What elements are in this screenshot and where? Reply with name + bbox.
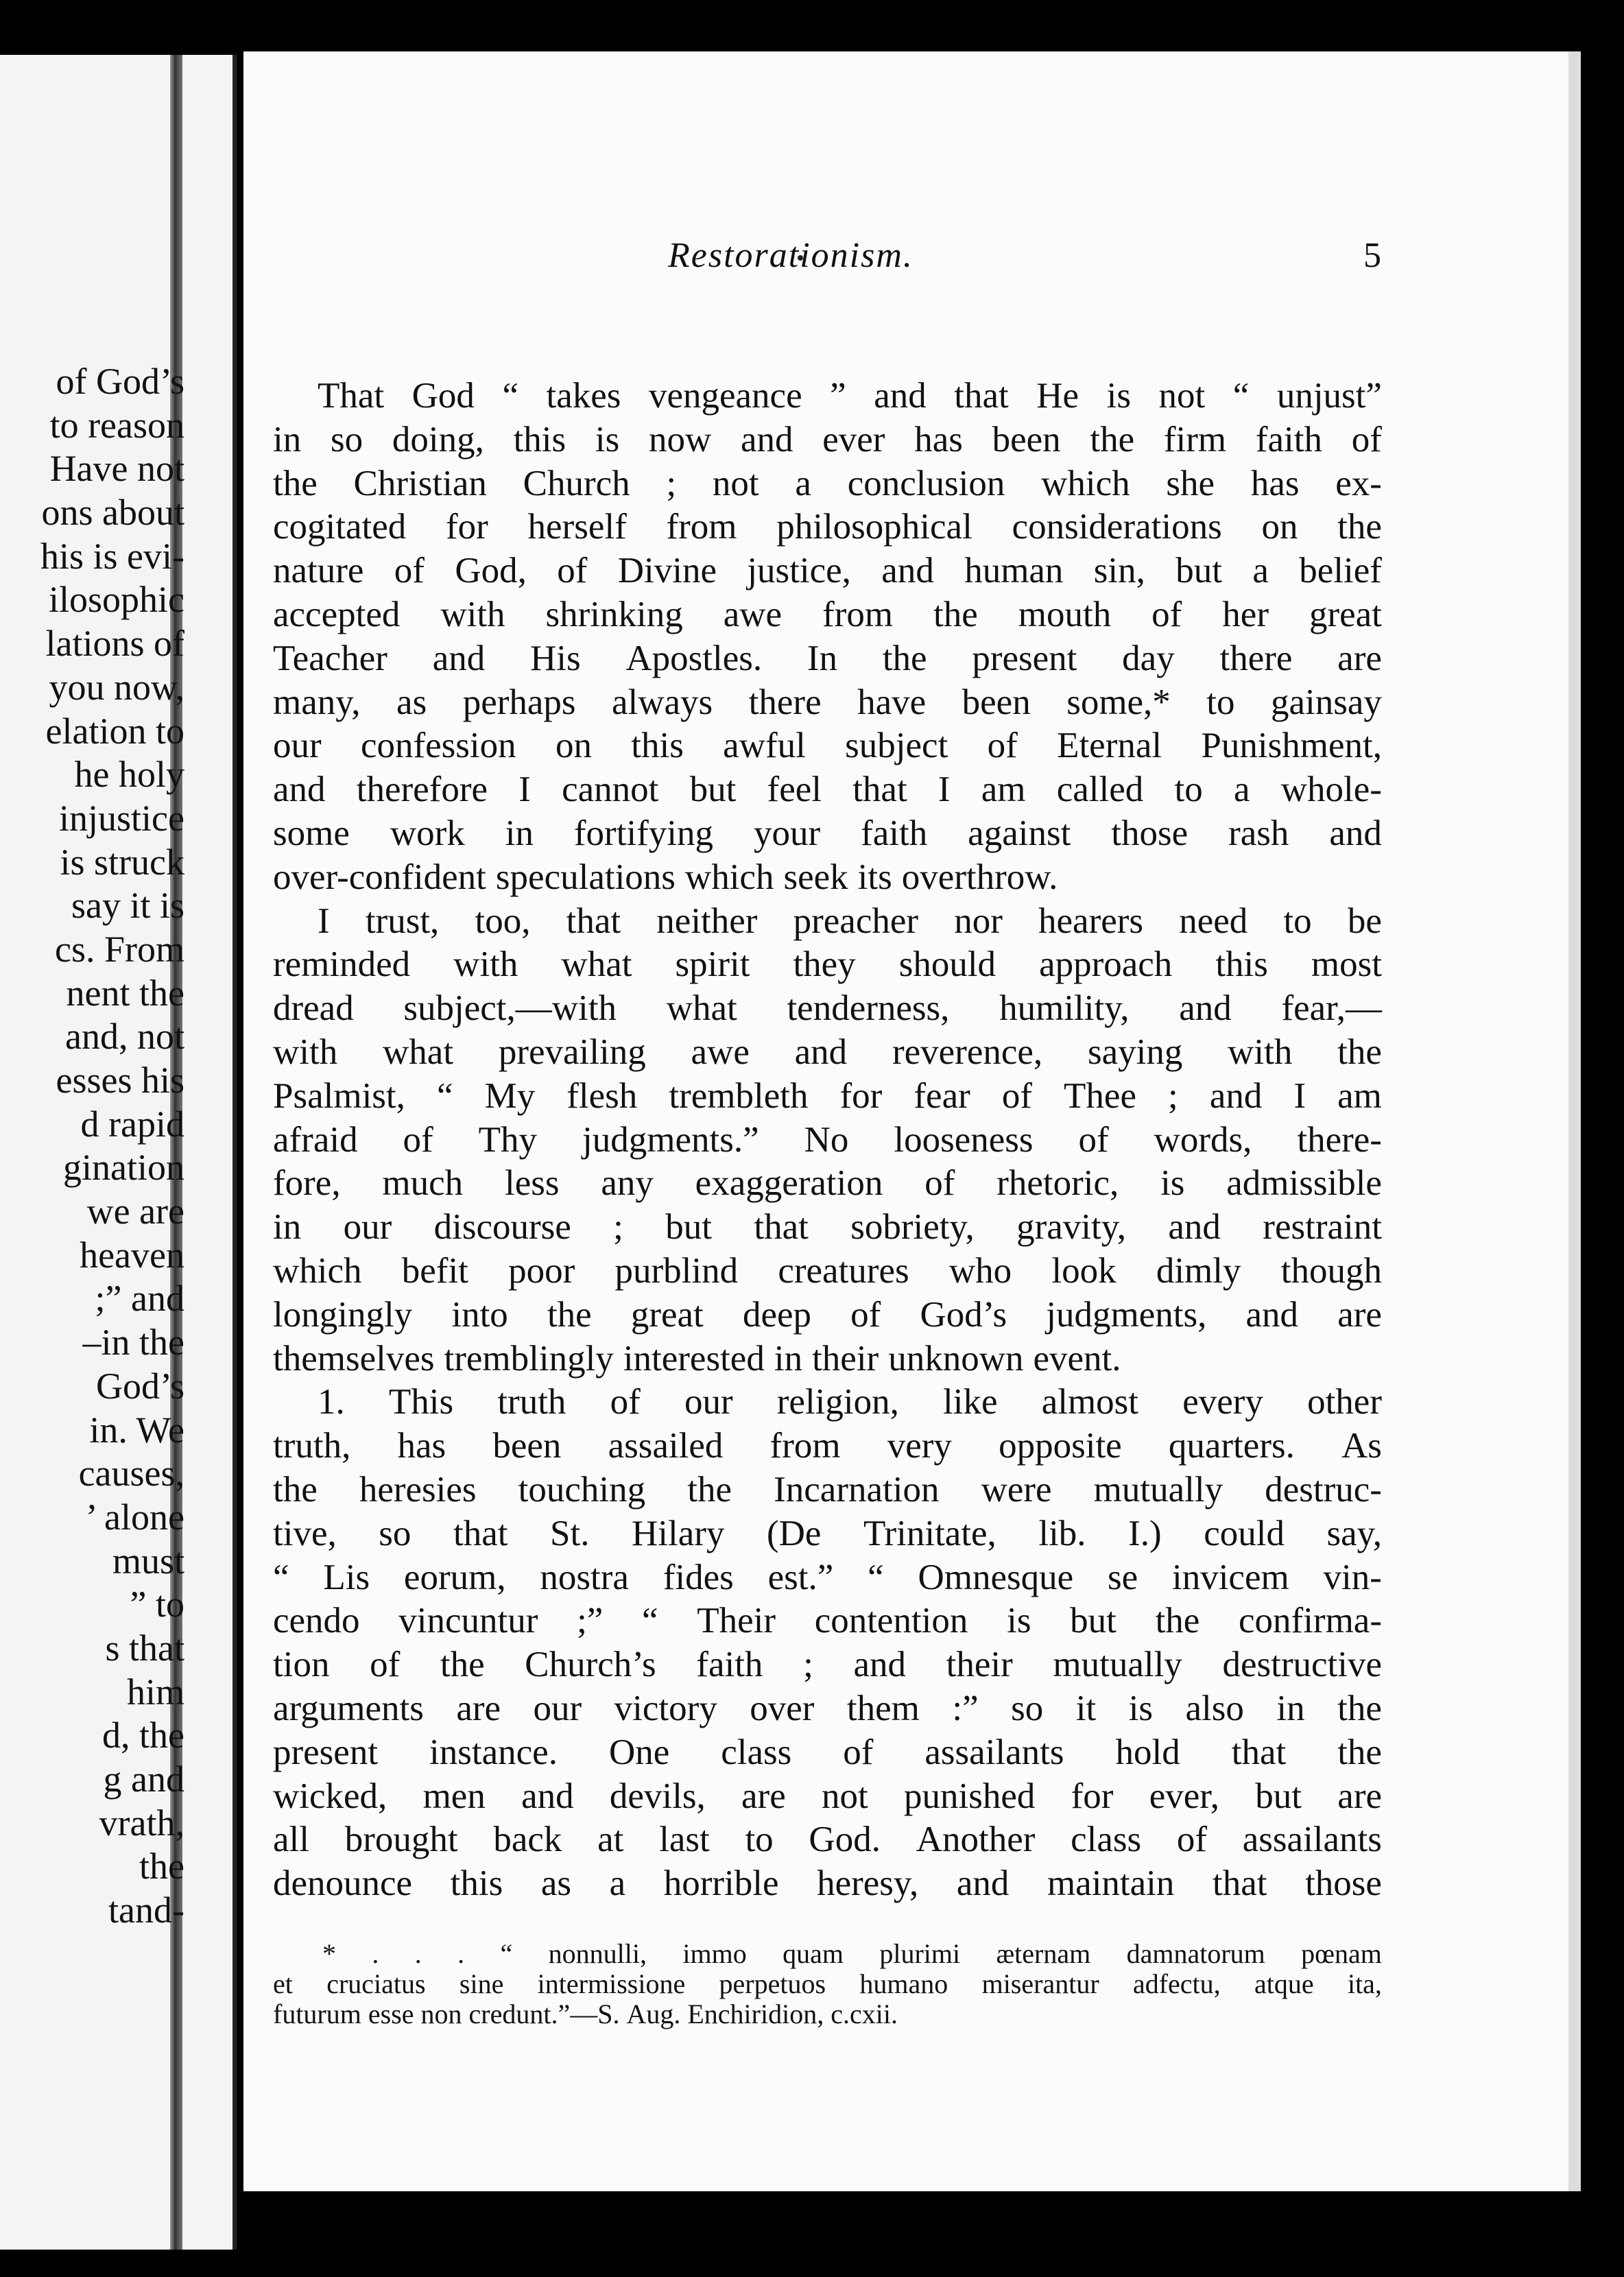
left-page-line: nent the	[66, 972, 184, 1014]
footnote-line: futurum esse non credunt.”—S. Aug. Enchiridion, c.cxii.	[273, 1999, 898, 2029]
body-line: dread subject,—with what tenderness, humility, and fear,—	[273, 988, 1382, 1029]
body-line: present instance. One class of assailants hold that the	[273, 1732, 1382, 1772]
body-line: arguments are our victory over them :” so it is also in the	[273, 1688, 1382, 1728]
footnote-line: et cruciatus sine intermissione perpetuos humano miserantur adfectu, atque ita,	[273, 1968, 1382, 1999]
left-page-line: ;” and	[95, 1278, 184, 1320]
body-line: accepted with shrinking awe from the mouth of her great	[273, 594, 1382, 634]
body-line: afraid of Thy judgments.” No looseness of words, there-	[273, 1119, 1382, 1160]
left-page	[0, 55, 237, 2250]
left-page-line: you now,	[49, 666, 184, 708]
left-page-line: of God’s	[56, 361, 184, 402]
body-line: all brought back at last to God. Another class of assailants	[273, 1820, 1382, 1860]
left-page-line: in. We	[89, 1409, 184, 1451]
body-line: Psalmist, “ My flesh trembleth for fear of Thee ; and I am	[273, 1075, 1382, 1116]
body-line: reminded with what spirit they should approach this most	[273, 944, 1382, 985]
left-page-line: is struck	[60, 841, 184, 883]
body-line: which befit poor purblind creatures who look dimly though	[273, 1250, 1382, 1291]
left-page-line: s that	[105, 1627, 184, 1669]
left-page-line: lations of	[45, 623, 184, 665]
left-page-line: we are	[86, 1191, 184, 1232]
left-page-line: his is evi-	[40, 535, 184, 577]
left-page-line: ’ alone	[85, 1496, 184, 1538]
left-page-line: vrath,	[99, 1802, 184, 1844]
left-page-line: d rapid	[80, 1103, 184, 1145]
body-line: some work in fortifying your faith against those rash and	[273, 813, 1382, 853]
body-line: truth, has been assailed from very opposite quarters. As	[273, 1426, 1382, 1466]
left-page-line: he holy	[74, 754, 184, 796]
body-line: tion of the Church’s faith ; and their mutually destructive	[273, 1645, 1382, 1685]
footnote-line: * . . . “ nonnulli, immo quam plurimi æternam damnatorum pœnam	[322, 1938, 1382, 1969]
left-page-line: the	[139, 1846, 184, 1887]
body-line: cogitated for herself from philosophical considerations on the	[273, 507, 1382, 547]
left-page-line: to reason	[49, 404, 184, 446]
running-title: Restorationism.	[668, 236, 914, 275]
body-line: Teacher and His Apostles. In the present day there are	[273, 638, 1382, 678]
left-page-line: g and	[103, 1759, 184, 1800]
left-page-line: causes,	[78, 1453, 184, 1494]
left-page-line: Have not	[49, 448, 184, 490]
left-page-line: cs. From	[55, 928, 184, 970]
body-line: many, as perhaps always there have been some,* to gainsay	[273, 682, 1382, 722]
footnote	[273, 1939, 1382, 2029]
left-page-line: d, the	[102, 1715, 184, 1756]
body-line: I trust, too, that neither preacher nor hearers need to be	[318, 901, 1382, 941]
left-page-line: him	[126, 1671, 184, 1713]
left-page-text	[40, 360, 184, 1933]
left-page-line: tand-	[108, 1889, 184, 1931]
left-page-line: must	[112, 1540, 184, 1582]
body-line: wicked, men and devils, are not punished for ever, but are	[273, 1776, 1382, 1816]
left-page-line: ilosophic	[49, 579, 184, 621]
body-line: the Christian Church ; not a conclusion which she has ex-	[273, 463, 1382, 503]
body-line: the heresies touching the Incarnation were mutually destruc-	[273, 1469, 1382, 1510]
left-page-line: injustice	[59, 797, 184, 839]
left-page-line: ons about	[41, 492, 184, 534]
body-line: 1. This truth of our religion, like almost every other	[318, 1382, 1382, 1422]
body-line: longingly into the great deep of God’s judgments, and are	[273, 1294, 1382, 1335]
left-page-line: ” to	[130, 1584, 184, 1625]
left-page-line: esses his	[56, 1060, 184, 1101]
body-line: cendo vincuntur ;” “ Their contention is but the confirma-	[273, 1601, 1382, 1641]
left-page-line: say it is	[71, 885, 184, 927]
body-line: in our discourse ; but that sobriety, gravity, and restraint	[273, 1207, 1382, 1248]
left-page-line: elation to	[45, 710, 184, 752]
left-page-line: –in the	[82, 1322, 184, 1363]
body-line: over-confident speculations which seek its overthrow.	[273, 857, 1058, 897]
body-text	[273, 374, 1382, 1906]
body-line: in so doing, this is now and ever has been the firm faith of	[273, 419, 1382, 460]
page-number: 5	[1363, 236, 1381, 275]
left-page-line: gination	[63, 1147, 184, 1189]
body-line: That God “ takes vengeance ” and that He is not “ unjust”	[318, 376, 1382, 416]
left-page-line: God’s	[95, 1365, 184, 1407]
left-page-line: heaven	[80, 1234, 184, 1276]
body-line: our confession on this awful subject of Eternal Punishment,	[273, 726, 1382, 766]
body-line: denounce this as a horrible heresy, and maintain that those	[273, 1863, 1382, 1904]
body-line: with what prevailing awe and reverence, saying with the	[273, 1032, 1382, 1072]
body-line: themselves tremblingly interested in their unknown event.	[273, 1338, 1121, 1379]
page-edge-shadow	[1568, 51, 1581, 2191]
body-line: “ Lis eorum, nostra fides est.” “ Omnesque se invicem vin-	[273, 1557, 1382, 1597]
left-page-line: and, not	[65, 1016, 184, 1058]
body-line: nature of God, of Divine justice, and human sin, but a belief	[273, 551, 1382, 591]
body-line: fore, much less any exaggeration of rhetoric, is admissible	[273, 1163, 1382, 1204]
body-line: tive, so that St. Hilary (De Trinitate, lib. I.) could say,	[273, 1513, 1382, 1553]
body-line: and therefore I cannot but feel that I am called to a whole-	[273, 770, 1382, 810]
